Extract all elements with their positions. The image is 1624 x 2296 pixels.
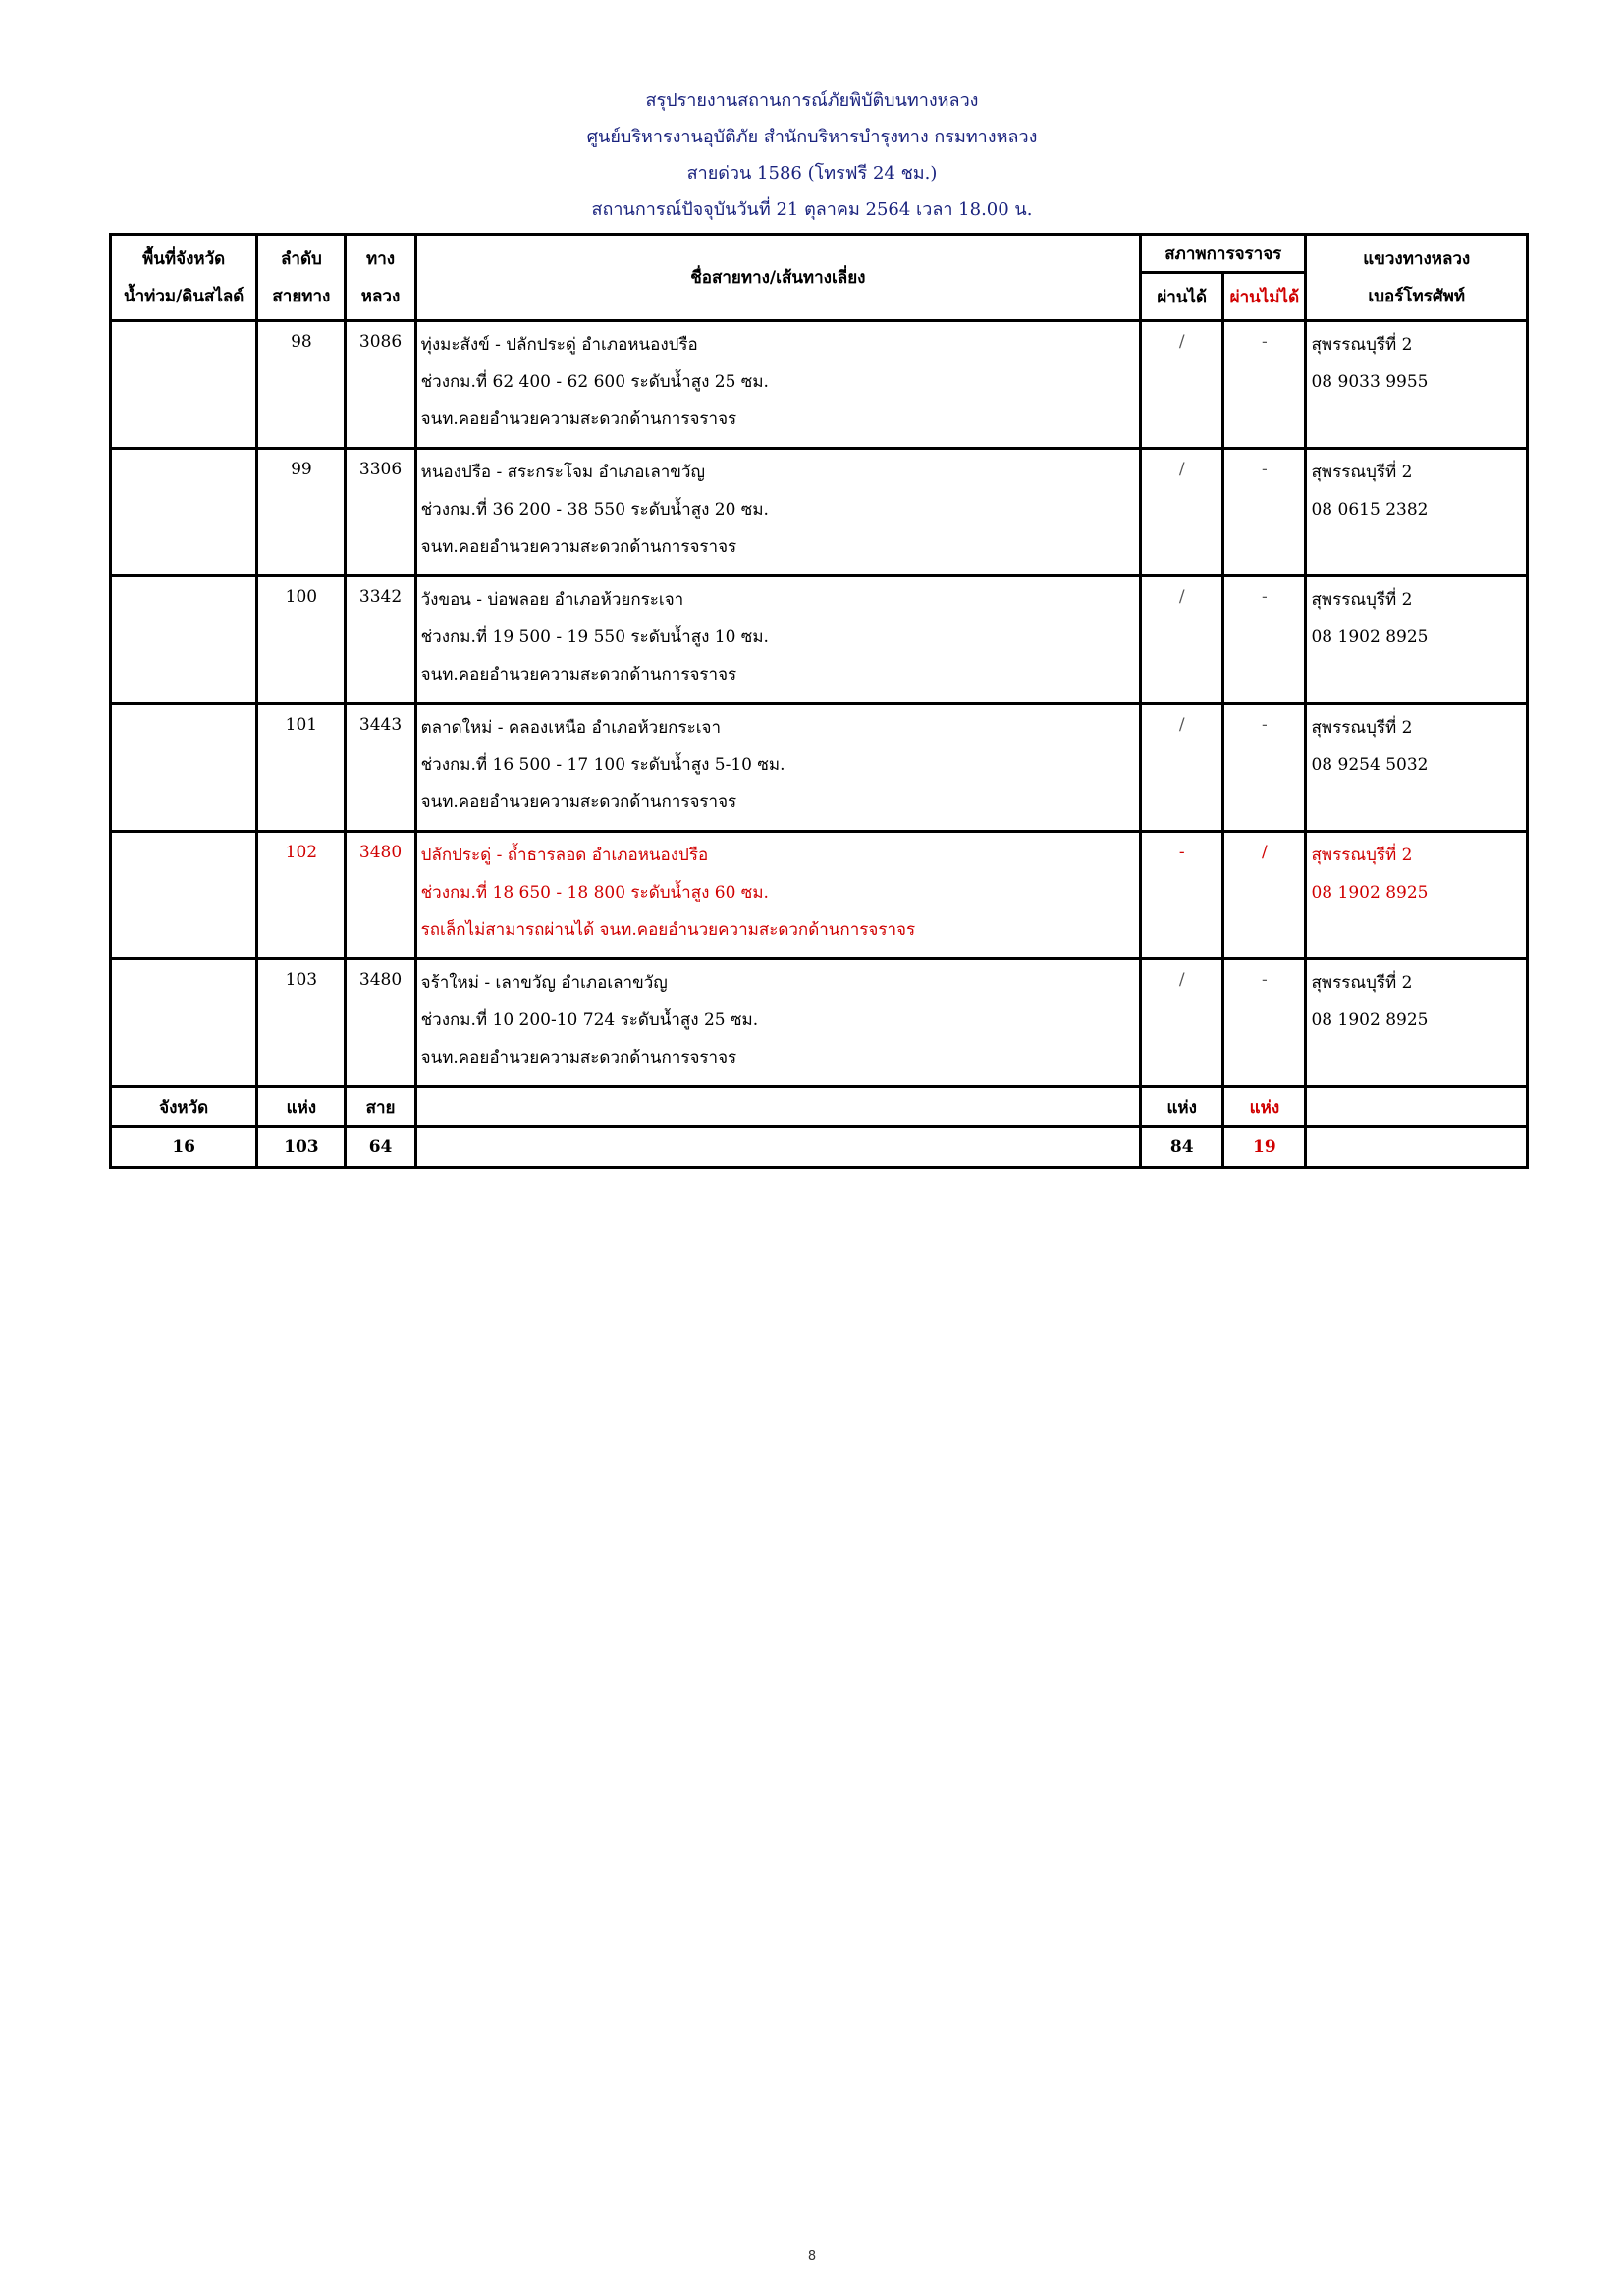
row-pass: / [1141, 576, 1223, 704]
table-row [111, 449, 1528, 576]
row-route: 3086 [346, 321, 415, 449]
row-route: 3443 [346, 704, 415, 832]
col-header-seq: ลำดับ สายทาง [257, 235, 346, 321]
row-route: 3342 [346, 576, 415, 704]
row-seq: 98 [257, 321, 346, 449]
row-route-name: หนองปรือ - สระกระโจม อำเภอเลาขวัญ ช่วงกม.ที่ 36 200 - 38 550 ระดับน้ำสูง 20 ซม. จนท.คอยอำนวยความสะดวกด้านการจราจร [415, 449, 1141, 576]
row-office: สุพรรณบุรีที่ 2 08 1902 8925 [1306, 832, 1528, 959]
col-header-office: แขวงทางหลวง เบอร์โทรศัพท์ [1306, 235, 1528, 321]
row-route-name: ตลาดใหม่ - คลองเหนือ อำเภอห้วยกระเจา ช่วงกม.ที่ 16 500 - 17 100 ระดับน้ำสูง 5-10 ซม. จนท.คอยอำนวยความสะดวกด้านการจราจร [415, 704, 1141, 832]
row-pass: / [1141, 704, 1223, 832]
page-number: 8 [807, 2249, 817, 2264]
row-office: สุพรรณบุรีที่ 2 08 0615 2382 [1306, 449, 1528, 576]
summary-value-pass: 84 [1141, 1127, 1223, 1168]
row-seq: 100 [257, 576, 346, 704]
row-area [111, 704, 257, 832]
row-seq: 101 [257, 704, 346, 832]
report-title: สรุปรายงานสถานการณ์ภัยพิบัติบนทางหลวง [645, 90, 979, 111]
row-fail: / [1223, 832, 1306, 959]
row-fail: - [1223, 321, 1306, 449]
col-header-traffic-status: สภาพการจราจร [1141, 235, 1306, 273]
row-pass: / [1141, 959, 1223, 1087]
col-header-fail: ผ่านไม่ได้ [1223, 273, 1306, 321]
row-area [111, 321, 257, 449]
table-row [111, 321, 1528, 449]
summary-label-pass: แห่ง [1141, 1087, 1223, 1127]
col-header-area: พื้นที่จังหวัด น้ำท่วม/ดินสไลด์ [111, 235, 257, 321]
row-route: 3480 [346, 959, 415, 1087]
summary-value-route: 64 [346, 1127, 415, 1168]
row-fail: - [1223, 576, 1306, 704]
col-header-route: ทาง หลวง [346, 235, 415, 321]
summary-value-blank [415, 1127, 1141, 1168]
report-hotline: สายด่วน 1586 (โทรฟรี 24 ชม.) [686, 163, 938, 184]
row-route-name: ทุ่งมะสังข์ - ปลักประดู่ อำเภอหนองปรือ ช่วงกม.ที่ 62 400 - 62 600 ระดับน้ำสูง 25 ซม. จนท.คอยอำนวยความสะดวกด้านการจราจร [415, 321, 1141, 449]
summary-value-row [111, 1127, 1528, 1168]
table-row-impassable [111, 832, 1528, 959]
row-pass: / [1141, 449, 1223, 576]
row-office: สุพรรณบุรีที่ 2 08 1902 8925 [1306, 576, 1528, 704]
row-fail: - [1223, 959, 1306, 1087]
summary-label-fail: แห่ง [1223, 1087, 1306, 1127]
row-area [111, 576, 257, 704]
table-row [111, 576, 1528, 704]
row-office: สุพรรณบุรีที่ 2 08 1902 8925 [1306, 959, 1528, 1087]
col-header-name: ชื่อสายทาง/เส้นทางเลี่ยง [415, 235, 1141, 321]
summary-value-area: 16 [111, 1127, 257, 1168]
row-fail: - [1223, 704, 1306, 832]
table-row [111, 959, 1528, 1087]
summary-label-route: สาย [346, 1087, 415, 1127]
row-office: สุพรรณบุรีที่ 2 08 9254 5032 [1306, 704, 1528, 832]
row-route: 3480 [346, 832, 415, 959]
row-fail: - [1223, 449, 1306, 576]
summary-label-row [111, 1087, 1528, 1127]
row-route: 3306 [346, 449, 415, 576]
summary-label-area: จังหวัด [111, 1087, 257, 1127]
row-pass: - [1141, 832, 1223, 959]
row-seq: 103 [257, 959, 346, 1087]
row-route-name: ปลักประดู่ - ถ้ำธารลอด อำเภอหนองปรือ ช่วงกม.ที่ 18 650 - 18 800 ระดับน้ำสูง 60 ซม. รถเล็กไม่สามารถผ่านได้ จนท.คอยอำนวยความสะดวกด้านการจราจร [415, 832, 1141, 959]
row-route-name: จร้าใหม่ - เลาขวัญ อำเภอเลาขวัญ ช่วงกม.ที่ 10 200-10 724 ระดับน้ำสูง 25 ซม. จนท.คอยอำนวยความสะดวกด้านการจราจร [415, 959, 1141, 1087]
summary-label-blank [415, 1087, 1141, 1127]
report-status-date: สถานการณ์ปัจจุบันวันที่ 21 ตุลาคม 2564 เวลา 18.00 น. [591, 199, 1033, 220]
row-area [111, 832, 257, 959]
row-pass: / [1141, 321, 1223, 449]
summary-value-seq: 103 [257, 1127, 346, 1168]
summary-value-fail: 19 [1223, 1127, 1306, 1168]
table-row [111, 704, 1528, 832]
row-seq: 102 [257, 832, 346, 959]
row-seq: 99 [257, 449, 346, 576]
disaster-report-table [109, 233, 1529, 1169]
summary-value-office [1306, 1127, 1528, 1168]
row-office: สุพรรณบุรีที่ 2 08 9033 9955 [1306, 321, 1528, 449]
report-center: ศูนย์บริหารงานอุบัติภัย สำนักบริหารบำรุงทาง กรมทางหลวง [586, 127, 1038, 147]
row-route-name: วังขอน - บ่อพลอย อำเภอห้วยกระเจา ช่วงกม.ที่ 19 500 - 19 550 ระดับน้ำสูง 10 ซม. จนท.คอยอำนวยความสะดวกด้านการจราจร [415, 576, 1141, 704]
summary-label-seq: แห่ง [257, 1087, 346, 1127]
col-header-pass: ผ่านได้ [1141, 273, 1223, 321]
row-area [111, 959, 257, 1087]
summary-label-office [1306, 1087, 1528, 1127]
row-area [111, 449, 257, 576]
